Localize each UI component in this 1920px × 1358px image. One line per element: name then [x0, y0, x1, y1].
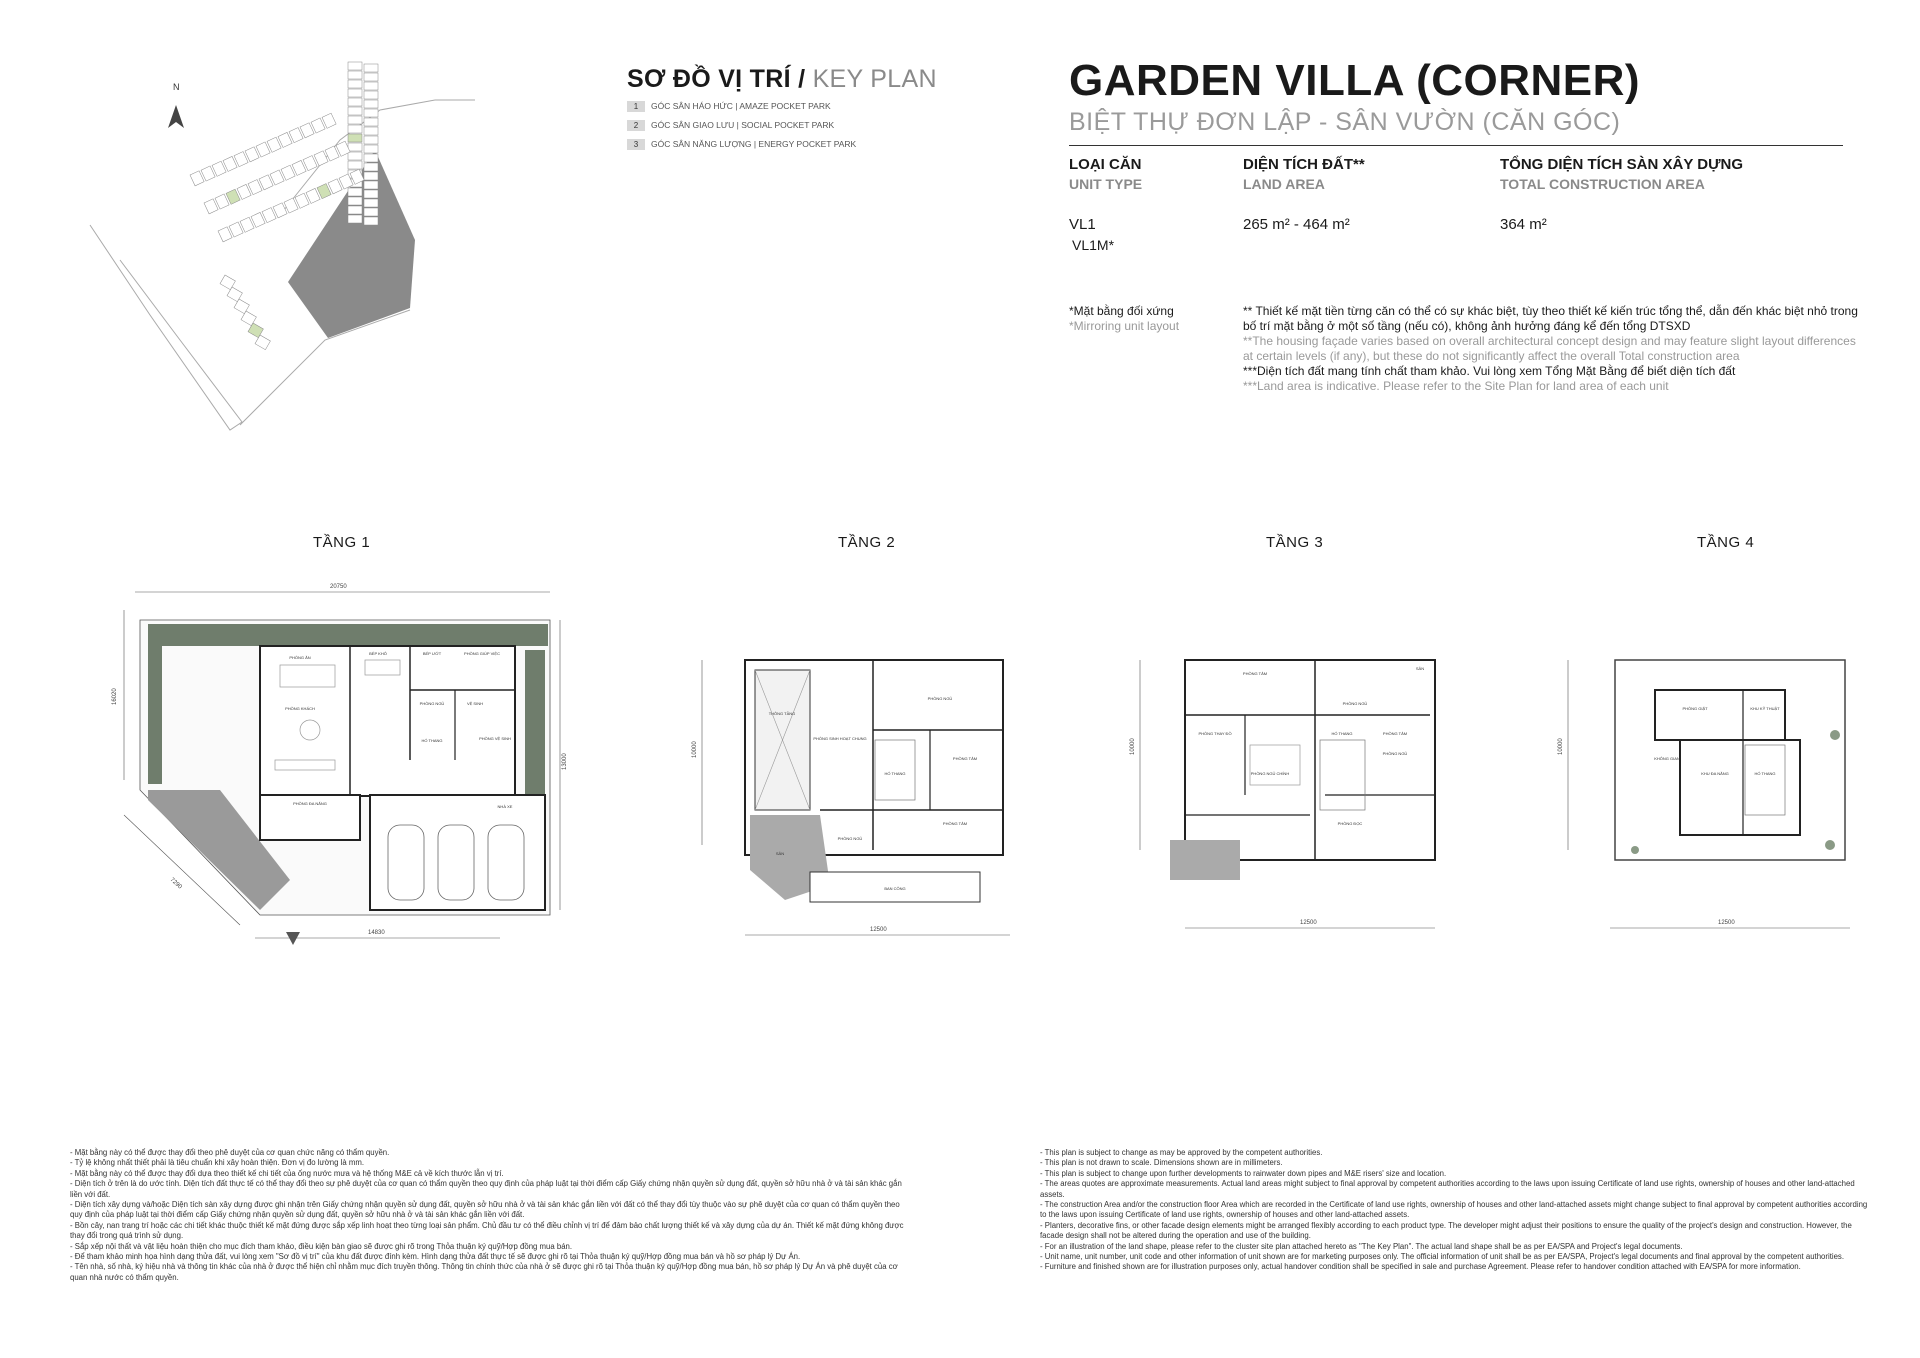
legend-item	[627, 99, 927, 113]
legend-item	[627, 137, 927, 151]
header-divider	[1069, 145, 1843, 146]
footnote-line: - Mặt bằng này có thể được thay đổi theo phê duyệt của cơ quan chức năng có thẩm quyền.	[70, 1148, 390, 1157]
room-label: PHÒNG ĐA NĂNG	[293, 801, 327, 806]
spec-unit-type-label-en: UNIT TYPE	[1069, 176, 1143, 192]
lot	[364, 109, 378, 117]
room-label: PHÒNG KHÁCH	[285, 706, 315, 711]
room-label: HỐ THANG	[1331, 731, 1353, 736]
spec-construction-area-label: TỔNG DIỆN TÍCH SÀN XÂY DỰNG	[1500, 156, 1744, 173]
lot	[348, 161, 362, 169]
lot	[364, 127, 378, 135]
lot	[328, 179, 342, 194]
lot	[251, 212, 265, 227]
lot	[215, 194, 229, 209]
lot	[348, 98, 362, 106]
page-title: GARDEN VILLA (CORNER)	[1069, 56, 1641, 105]
room-label: PHÒNG TẮM	[952, 756, 978, 761]
lot	[314, 151, 328, 166]
lot	[348, 152, 362, 160]
lot	[348, 125, 362, 133]
lot	[364, 136, 378, 144]
lot	[245, 147, 259, 162]
footnote-line: - Sắp xếp nội thất và vật liệu hoàn thiện cho mục đích tham khảo, điều kiện bàn giao sẽ được ghi rõ trong Thỏa thuận ký quỹ/Hợp đồng mua bán.	[70, 1241, 573, 1251]
spec-land-area-label: DIỆN TÍCH ĐẤT**	[1243, 156, 1365, 173]
room-label: SÂN	[775, 851, 785, 856]
lot	[237, 184, 251, 199]
lot	[212, 161, 226, 176]
spec-land-area	[1243, 155, 1365, 235]
north-arrow-icon	[168, 82, 184, 128]
lot	[364, 154, 378, 162]
dim-left: 10000	[1558, 738, 1564, 755]
lot	[364, 82, 378, 90]
central-park-label-1: CÔNG VIÊN	[264, 244, 296, 250]
key-plan-title	[627, 65, 937, 94]
legend-label: GÓC SÂN HÁO HỨC | AMAZE POCKET PARK	[651, 101, 831, 111]
lot	[229, 222, 243, 237]
lot	[270, 170, 284, 185]
footnote-line: - This plan is subject to change as may be approved by the competent authorities.	[1040, 1148, 1323, 1157]
lot	[364, 217, 378, 225]
room-label: PHÒNG TẮM	[1382, 731, 1408, 736]
lot	[281, 165, 295, 180]
dim-right: 13000	[562, 753, 568, 770]
footnote-line: - Tỷ lệ không nhất thiết phải là tiêu chuẩn khi xây hoàn thiện. Đơn vị đo lường là mm.	[70, 1158, 364, 1168]
note-land-en: ***Land area is indicative. Please refer to the Site Plan for land area of each unit	[1243, 379, 1669, 393]
lot	[348, 80, 362, 88]
footnotes-en	[1040, 1148, 1870, 1273]
lot	[273, 203, 287, 218]
lot	[278, 132, 292, 147]
lot	[256, 142, 270, 157]
room-label: HỐ THANG	[884, 771, 906, 776]
lot	[204, 199, 218, 214]
room-label: NHÀ XE	[497, 804, 513, 809]
note-facade-en: **The housing façade varies based on overall architectural concept design and may feature slight layout differences at certain levels (if any), but these do not significantly affect the overall Total construction area	[1243, 334, 1856, 363]
note-land-vn: ***Diện tích đất mang tính chất tham khảo. Vui lòng xem Tổng Mặt Bằng để biết diện tích đất	[1243, 364, 1736, 378]
lot	[325, 146, 339, 161]
lot	[364, 64, 378, 72]
room-label: PHÒNG THAY ĐỒ	[1198, 731, 1232, 736]
room-label: PHÒNG ĐỌC	[1337, 821, 1363, 826]
central-park-label-3: CENTRAL PARK	[259, 258, 301, 264]
lot	[348, 107, 362, 115]
footnote-line: - Diện tích xây dựng và/hoặc Diện tích sàn xây dựng được ghi nhận trên Giấy chứng nhận quyền sử dụng đất, quyền sở hữu nhà ở và tài sản khác gắn liền với đất có thể thay đổi tùy thuộc vào sự phê duyệt của cơ quan có thẩm quyền theo quy định của pháp luật tại thời điểm cấp Giấy chứng nhận quyền sử dụng đất, quyền sở hữu nhà ở và tài sản khác gắn liền với đất.	[70, 1200, 900, 1220]
room-label: PHÒNG GIÚP VIỆC	[464, 651, 500, 656]
footnote-line: - Diện tích ở trên là do ước tính. Diện tích đất thực tế có thể thay đổi theo sự phê duyệt của cơ quan có thẩm quyền theo quy định của pháp luật tại thời điểm cấp Giấy chứng nhận quyền sử dụng đất, quyền sở hữu nhà ở và tài sản khác gắn liền với đất.	[70, 1179, 902, 1199]
note-mirror	[1069, 304, 1179, 334]
room-label: PHÒNG VỆ SINH	[479, 736, 511, 741]
spec-land-area-label-en: LAND AREA	[1243, 176, 1325, 192]
key-plan-title-vn: SƠ ĐỒ VỊ TRÍ /	[627, 65, 806, 93]
lot	[248, 180, 262, 195]
lot	[364, 208, 378, 216]
lot	[240, 217, 254, 232]
lot	[364, 163, 378, 171]
lot	[234, 152, 248, 167]
footnote-line: - The construction Area and/or the construction floor Area which are recorded in the Certificate of land use rights, ownership of houses and other land-attached assets might change subject to final approval by competent authorities according to the laws upon issuing Certificate of land use rights, ownership of houses and other land-attached assets.	[1040, 1200, 1868, 1220]
footnote-line: - Unit name, unit number, unit code and other information of unit shown are for marketing purposes only. The official information of unit shall be as per EA/SPA, Project's legal documents and final approval by the competent authorities.	[1040, 1252, 1845, 1262]
floor-label-2: TẦNG 2	[838, 534, 896, 551]
note-area-disclaimer	[1243, 304, 1858, 394]
header	[1069, 55, 1849, 137]
room-label: PHÒNG NGỦ	[419, 701, 445, 706]
dim-left: 16020	[112, 688, 118, 705]
lot	[295, 193, 309, 208]
spec-unit-type-value-1: VL1	[1069, 216, 1096, 233]
spec-unit-type	[1069, 155, 1142, 255]
spec-land-area-value: 265 m² - 464 m²	[1243, 216, 1350, 233]
lot	[259, 175, 273, 190]
room-label: SÂN	[1415, 666, 1425, 671]
spec-construction-area-value: 364 m²	[1500, 216, 1547, 233]
legend-item	[627, 118, 927, 132]
lot	[292, 160, 306, 175]
footnote-line: - Planters, decorative fins, or other facade design elements might be arranged flexibly according to each product type. The developer might adjust their positions to ensure the quality of the project's design and construction. However, the facade design shall not be altered during the operation and use of the building.	[1040, 1220, 1852, 1241]
dim-bottom: 14830	[368, 930, 385, 936]
room-label: PHÒNG SINH HOẠT CHUNG	[813, 736, 867, 741]
dim-diag: 7290	[168, 877, 183, 891]
lot	[348, 206, 362, 214]
room-label: PHÒNG NGỦ	[1342, 701, 1368, 706]
room-label: BẾP KHÔ	[369, 651, 387, 656]
lot	[284, 198, 298, 213]
lot	[306, 188, 320, 203]
lot	[364, 145, 378, 153]
room-label: PHÒNG NGỦ	[927, 696, 953, 701]
lot	[311, 118, 325, 133]
note-mirror-vn: *Mặt bằng đối xứng	[1069, 304, 1174, 318]
lot	[223, 156, 237, 171]
page-subtitle: BIỆT THỰ ĐƠN LẬP - SÂN VƯỜN (CĂN GÓC)	[1069, 108, 1621, 136]
lot	[364, 172, 378, 180]
dim-bottom: 12500	[1718, 920, 1735, 926]
key-plan-title-en: KEY PLAN	[812, 65, 937, 93]
footnote-line: - Furniture and finished shown are for illustration purposes only, actual handover condition shall be specified in sale and purchase Agreement. Please refer to handover condition attached with EA/SPA for more information.	[1040, 1262, 1801, 1272]
room-label: PHÒNG NGỦ	[837, 836, 863, 841]
dim-bottom: 12500	[870, 927, 887, 933]
floor-plan-4	[1560, 645, 1880, 935]
key-plan-block	[627, 65, 937, 151]
room-label: KHU KỸ THUẬT	[1750, 706, 1780, 711]
floor-plan-2	[690, 640, 1030, 940]
room-label: THÔNG TẦNG	[768, 711, 796, 716]
dim-left: 10000	[1130, 738, 1136, 755]
lot	[348, 215, 362, 223]
floor-label-3: TẦNG 3	[1266, 534, 1324, 551]
lot	[267, 137, 281, 152]
lot	[348, 89, 362, 97]
room-label: PHÒNG TẮM	[942, 821, 968, 826]
floor-label-4: TẦNG 4	[1697, 534, 1755, 551]
room-label: PHÒNG ĂN	[289, 655, 311, 660]
dim-left: 10000	[692, 741, 698, 758]
lot	[317, 184, 331, 199]
lot	[364, 91, 378, 99]
room-label: BẾP ƯỚT	[422, 651, 442, 656]
legend-label: GÓC SÂN GIAO LƯU | SOCIAL POCKET PARK	[651, 120, 835, 130]
lot	[364, 190, 378, 198]
lot	[348, 143, 362, 151]
lot	[348, 134, 362, 142]
legend-number: 3	[627, 139, 645, 150]
room-label: KHÔNG GIAN	[1654, 756, 1680, 761]
footnote-line: - Để tham khảo minh họa hình dạng thửa đất, vui lòng xem "Sơ đồ vị trí" của khu đất được đính kèm. Hình dạng thửa đất thực tế sẽ được ghi rõ tại Thỏa thuận ký quỹ/Hợp đồng mua bán và hồ sơ pháp lý Dự Án.	[70, 1252, 801, 1262]
lot	[348, 188, 362, 196]
lot	[364, 181, 378, 189]
room-label: KHU ĐA NĂNG	[1701, 771, 1729, 776]
footnotes-vn	[70, 1148, 910, 1283]
key-plan-site-map	[80, 50, 480, 470]
legend-number: 1	[627, 101, 645, 112]
entrance-arrow-icon	[286, 932, 300, 945]
spec-construction-area-label-en: TOTAL CONSTRUCTION AREA	[1500, 176, 1705, 192]
footnote-line: - This plan is not drawn to scale. Dimensions shown are in millimeters.	[1040, 1158, 1283, 1168]
spec-construction-area	[1500, 155, 1743, 235]
floor-plan-3	[1130, 645, 1460, 935]
lot	[289, 128, 303, 143]
room-label: PHÒNG GIẶT	[1682, 706, 1708, 711]
lot	[226, 189, 240, 204]
lot	[262, 208, 276, 223]
central-park-label-2: TRUNG TÂM -	[262, 251, 298, 257]
legend-label: GÓC SÂN NĂNG LƯỢNG | ENERGY POCKET PARK	[651, 139, 857, 149]
note-facade-vn: ** Thiết kế mặt tiền từng căn có thể có sự khác biệt, tùy theo thiết kế kiến trúc tổng thể, dẫn đến khác biệt nhỏ trong bố trí mặt bằng ở một số tầng (nếu có), không ảnh hưởng đáng kể đến tổng DTSXD	[1243, 304, 1858, 333]
legend-number: 2	[627, 120, 645, 131]
lot	[348, 116, 362, 124]
room-label: BAN CÔNG	[884, 886, 906, 891]
room-label: VỆ SINH	[466, 701, 484, 706]
lot	[322, 113, 336, 128]
lot	[364, 118, 378, 126]
lot	[348, 197, 362, 205]
lot	[303, 156, 317, 171]
floor-plan-1	[110, 580, 570, 950]
room-label: HỐ THANG	[421, 738, 443, 743]
footnote-line: - Mặt bằng này có thể được thay đổi dựa theo thiết kế chi tiết của ống nước mưa và hệ thống M&E cả về kích thước lẫn vị trí.	[70, 1168, 504, 1178]
lot	[364, 199, 378, 207]
lot	[348, 62, 362, 70]
lot	[348, 71, 362, 79]
lot	[201, 166, 215, 181]
lot	[364, 73, 378, 81]
dim-top: 20750	[330, 584, 347, 590]
spec-unit-type-label: LOẠI CĂN	[1069, 156, 1142, 173]
footnote-line: - The areas quotes are approximate measurements. Actual land areas might subject to final approval by competent authorities according to the laws upon issuing Certificate of land use rights, ownership of houses and other land-attached assets.	[1040, 1179, 1855, 1199]
note-mirror-en: *Mirroring unit layout	[1069, 319, 1180, 333]
lot	[218, 227, 232, 242]
lot	[190, 171, 204, 186]
room-label: PHÒNG NGỦ CHÍNH	[1250, 771, 1290, 776]
footnote-line: - Tên nhà, số nhà, ký hiệu nhà và thông tin khác của nhà ở được thể hiện chỉ nhằm mục đích truyền thông. Thông tin chính thức của nhà ở sẽ được ghi rõ tại Thỏa thuận ký quỹ/Hợp đồng mua bán, hồ sơ pháp lý Dự Án và phê duyệt của cơ quan nhà nước có thẩm quyền.	[70, 1262, 898, 1282]
dim-bottom: 12500	[1300, 920, 1317, 926]
floor-label-1: TẦNG 1	[313, 534, 371, 551]
room-label: PHÒNG TẮM	[1242, 671, 1268, 676]
lot	[300, 123, 314, 138]
lot	[364, 100, 378, 108]
footnote-line: - Bồn cây, nan trang trí hoặc các chi tiết khác thuộc thiết kế mặt đứng được sắp xếp linh hoạt theo từng loại sản phẩm. Chủ đầu tư có thể điều chỉnh vị trí để đảm bảo chất lượng thiết kế và xây dựng của dự án. Thiết kế mặt đứng không được thay đổi trong quá trình sử dụng.	[70, 1220, 904, 1241]
north-label: N	[173, 82, 180, 92]
room-label: PHÒNG NGỦ	[1382, 751, 1408, 756]
spec-unit-type-value-2: VL1M*	[1072, 237, 1115, 253]
footnote-line: - This plan is subject to change upon further developments to rainwater down pipes and M&E risers' size and location.	[1040, 1168, 1447, 1178]
room-label: HỐ THANG	[1754, 771, 1776, 776]
footnote-line: - For an illustration of the land shape, please refer to the cluster site plan attached hereto as "The Key Plan". The actual land shape shall be as per EA/SPA and Project's legal documents.	[1040, 1241, 1683, 1251]
